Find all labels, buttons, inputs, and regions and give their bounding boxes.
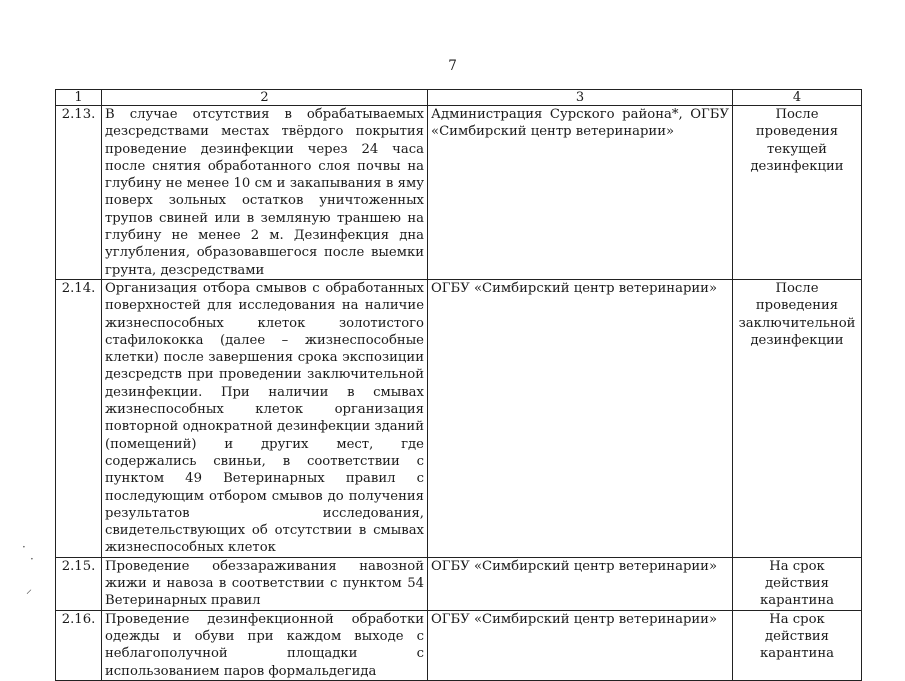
measure-text: Организация отбора смывов с обработанных поверхностей для исследования на наличие жизнеспособных клеток золотистого стафилококка (далее – жизнеспособные клетки) после завершения срока экспозиции дезсредств при проведении заключительной дезинфекции. При наличии в смывах жизнеспособных клеток организация повторной однократной дезинфекции зданий (помещений) и других мест, где содержались свиньи, в соответствии с пунктом 49 Ветеринарных правил с последующим отбором смывов до получения результатов исследования, свидетельствующих об отсутствии в смывах жизнеспособных клеток <box>102 279 428 557</box>
table-row <box>56 279 862 557</box>
scan-speck-mark: · <box>22 540 26 554</box>
term-text: На срок действия карантина <box>733 557 862 610</box>
table-row <box>56 557 862 610</box>
measures-table <box>55 89 862 681</box>
row-number: 2.16. <box>56 610 102 680</box>
measure-text: Проведение дезинфекционной обработки одежды и обуви при каждом выходе с неблагополучной площадки с использованием паров формальдегида <box>102 610 428 680</box>
page-number: 7 <box>448 58 457 74</box>
column-header-3: 3 <box>428 90 733 106</box>
responsible-text: Администрация Сурского района*, ОГБУ «Симбирский центр ветеринарии» <box>428 106 733 280</box>
table-row <box>56 610 862 680</box>
column-header-1: 1 <box>56 90 102 106</box>
row-number: 2.15. <box>56 557 102 610</box>
column-header-2: 2 <box>102 90 428 106</box>
measure-text: Проведение обеззараживания навозной жижи и навоза в соответствии с пунктом 54 Ветеринарных правил <box>102 557 428 610</box>
term-text: После проведения заключительной дезинфекции <box>733 279 862 557</box>
column-header-4: 4 <box>733 90 862 106</box>
responsible-text: ОГБУ «Симбирский центр ветеринарии» <box>428 610 733 680</box>
scan-speck-mark: ⸝ <box>26 582 33 596</box>
measure-text: В случае отсутствия в обрабатываемых дезсредствами местах твёрдого покрытия проведение дезинфекции через 24 часа после снятия обработанного слоя почвы на глубину не менее 10 см и закапывания в яму поверх зольных остатков уничтоженных трупов свиней или в земляную траншею на глубину не менее 2 м. Дезинфекция дна углубления, образовавшегося после выемки грунта, дезсредствами <box>102 106 428 280</box>
row-number: 2.14. <box>56 279 102 557</box>
table-header-row <box>56 90 862 106</box>
responsible-text: ОГБУ «Симбирский центр ветеринарии» <box>428 557 733 610</box>
row-number: 2.13. <box>56 106 102 280</box>
table-row <box>56 106 862 280</box>
responsible-text: ОГБУ «Симбирский центр ветеринарии» <box>428 279 733 557</box>
term-text: На срок действия карантина <box>733 610 862 680</box>
term-text: После проведения текущей дезинфекции <box>733 106 862 280</box>
scan-speck-mark: · <box>30 552 34 566</box>
